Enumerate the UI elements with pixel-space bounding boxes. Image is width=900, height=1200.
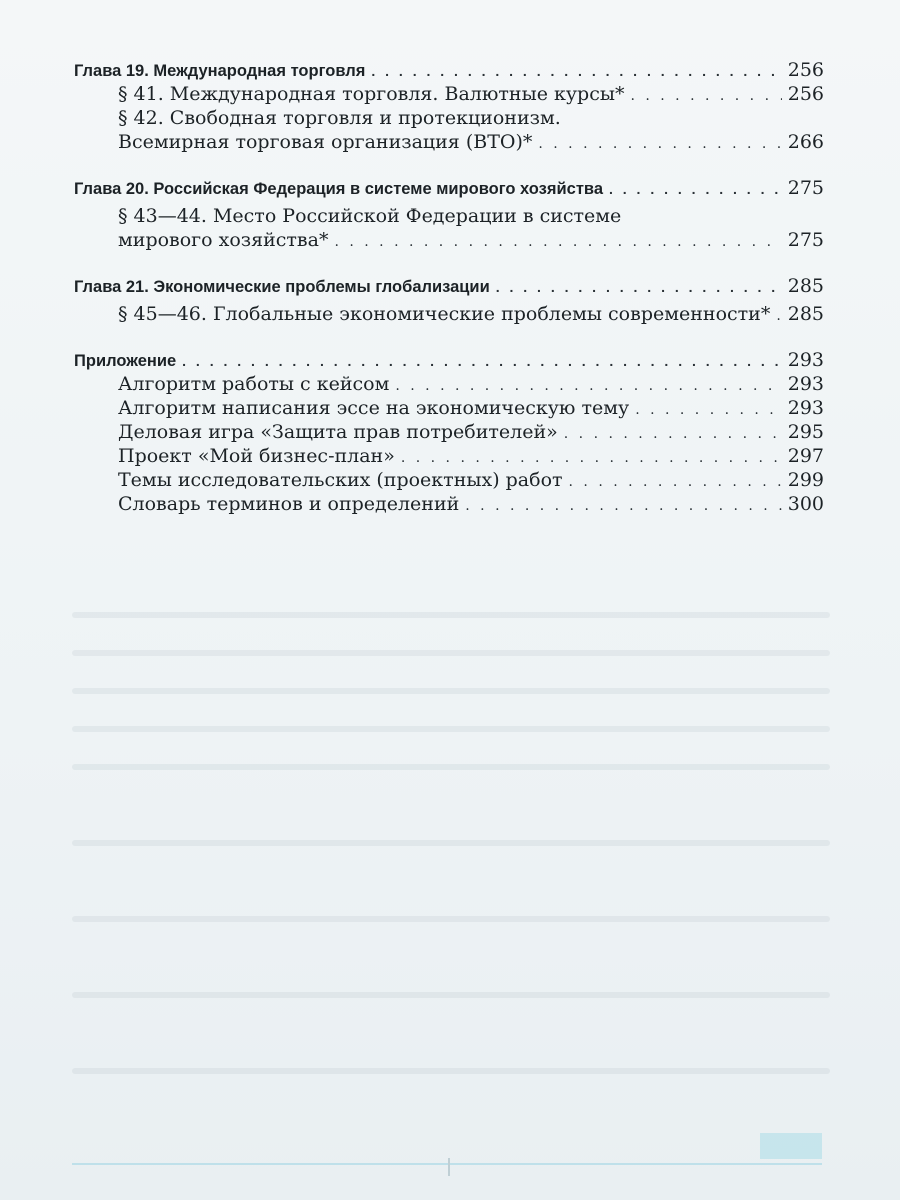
appendix	[74, 348, 824, 516]
leader-dots	[334, 230, 781, 254]
leader-dots	[635, 398, 782, 422]
section-entry[interactable]	[74, 204, 824, 252]
section-entry[interactable]	[74, 106, 824, 154]
section-title: § 41. Международная торговля. Валютные курсы*	[118, 83, 625, 105]
appendix-item-title: Деловая игра «Защита прав потребителей»	[118, 421, 558, 443]
page-corner-mark	[760, 1133, 822, 1159]
chapter-title: Глава 21. Экономические проблемы глобализации	[74, 278, 490, 296]
appendix-item[interactable]	[74, 444, 824, 468]
leader-dots	[564, 422, 782, 446]
appendix-item-title: Словарь терминов и определений	[118, 493, 460, 515]
page-number: 295	[787, 421, 824, 443]
page-number: 285	[787, 275, 824, 297]
appendix-item-title: Алгоритм написания эссе на экономическую тему	[118, 397, 630, 419]
leader-dots	[776, 304, 781, 328]
chapter-heading[interactable]	[74, 176, 824, 200]
leader-dots	[630, 84, 781, 108]
appendix-item[interactable]	[74, 372, 824, 396]
chapter-title: Глава 19. Международная торговля	[74, 62, 366, 80]
page-number: 297	[787, 445, 824, 467]
chapter-19	[74, 58, 824, 154]
page-number: 266	[787, 131, 824, 153]
appendix-title: Приложение	[74, 352, 177, 370]
chapter-heading[interactable]	[74, 274, 824, 298]
leader-dots	[465, 494, 781, 518]
leader-dots	[538, 132, 781, 156]
section-title: § 43—44. Место Российской Федерации в системе	[118, 205, 622, 227]
page-number: 285	[787, 303, 824, 325]
leader-dots	[182, 349, 782, 373]
appendix-item-title: Проект «Мой бизнес-план»	[118, 445, 395, 467]
page-number: 275	[787, 229, 824, 251]
show-through	[72, 650, 830, 656]
section-entry[interactable]	[74, 82, 824, 106]
leader-dots	[371, 59, 781, 83]
page-number: 293	[787, 397, 824, 419]
show-through	[72, 726, 830, 732]
section-entry[interactable]	[74, 302, 824, 326]
page-number: 256	[787, 59, 824, 81]
appendix-item[interactable]	[74, 492, 824, 516]
appendix-item-title: Алгоритм работы с кейсом	[118, 373, 390, 395]
page-number: 293	[787, 349, 824, 371]
appendix-item[interactable]	[74, 396, 824, 420]
chapter-heading[interactable]	[74, 58, 824, 82]
footer-rule	[72, 1163, 822, 1165]
appendix-item-title: Темы исследовательских (проектных) работ	[118, 469, 563, 491]
show-through	[72, 992, 830, 998]
leader-dots	[401, 446, 782, 470]
chapter-20	[74, 176, 824, 252]
page-number: 300	[787, 493, 824, 515]
chapter-21	[74, 274, 824, 326]
leader-dots	[496, 275, 782, 299]
page-number: 256	[787, 83, 824, 105]
chapter-title: Глава 20. Российская Федерация в системе мирового хозяйства	[74, 180, 603, 198]
show-through	[72, 612, 830, 618]
appendix-item[interactable]	[74, 468, 824, 492]
section-title: § 45—46. Глобальные экономические проблемы современности*	[118, 303, 771, 325]
leader-dots	[609, 177, 782, 201]
section-title: § 42. Свободная торговля и протекционизм.	[118, 107, 561, 129]
appendix-item[interactable]	[74, 420, 824, 444]
show-through	[72, 688, 830, 694]
leader-dots	[395, 374, 781, 398]
show-through	[72, 1068, 830, 1074]
table-of-contents	[74, 58, 824, 538]
page-number: 275	[787, 177, 824, 199]
page-number: 293	[787, 373, 824, 395]
section-title-continued: мирового хозяйства*	[118, 229, 329, 251]
show-through	[72, 916, 830, 922]
section-title-continued: Всемирная торговая организация (ВТО)*	[118, 131, 533, 153]
show-through	[72, 840, 830, 846]
center-tick	[448, 1158, 450, 1176]
show-through	[72, 764, 830, 770]
appendix-heading[interactable]	[74, 348, 824, 372]
leader-dots	[569, 470, 782, 494]
page-number: 299	[787, 469, 824, 491]
